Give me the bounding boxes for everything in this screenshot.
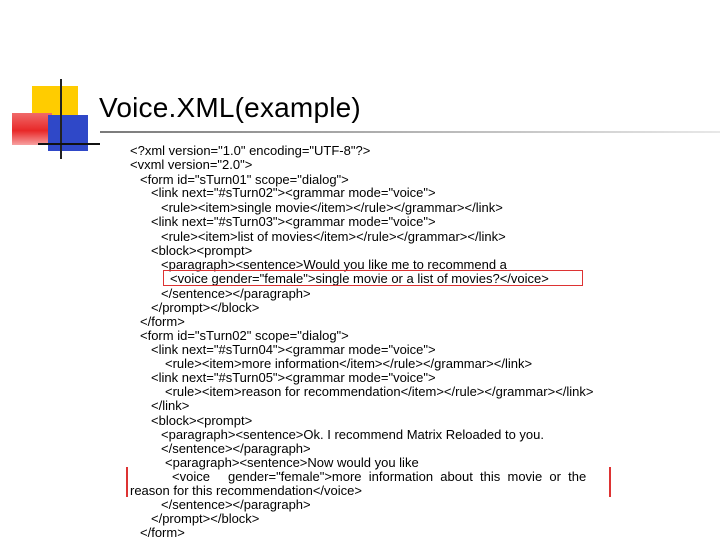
code-line: <form id="sTurn02" scope="dialog"> (140, 328, 349, 343)
code-line: </prompt></block> (151, 511, 260, 526)
code-line: </form> (140, 314, 185, 329)
code-line: </prompt></block> (151, 300, 260, 315)
code-line: <link next="#sTurn04"><grammar mode="voice"> (151, 342, 436, 357)
code-line: <vxml version="2.0"> (130, 157, 253, 172)
code-line: <paragraph><sentence>Would you like me to recommend a (161, 257, 507, 272)
code-line: <voice gender="female">more information about this movie or the (172, 469, 587, 484)
code-line: </sentence></paragraph> (161, 497, 311, 512)
decor-red-square (12, 113, 52, 145)
code-line: <paragraph><sentence>Ok. I recommend Matrix Reloaded to you. (161, 427, 544, 442)
code-line: <voice gender="female">single movie or a list of movies?</voice> (170, 271, 549, 286)
code-line: <link next="#sTurn02"><grammar mode="voice"> (151, 185, 436, 200)
code-line: <form id="sTurn01" scope="dialog"> (140, 172, 349, 187)
code-line: </link> (151, 398, 190, 413)
code-line: </sentence></paragraph> (161, 441, 311, 456)
highlight-bar-right (609, 467, 611, 497)
code-line: <paragraph><sentence>Now would you like (165, 455, 419, 470)
decor-vertical-line (60, 79, 62, 159)
code-line: <rule><item>list of movies</item></rule></grammar></link> (161, 229, 506, 244)
code-line: <block><prompt> (151, 413, 253, 428)
title-underline (100, 131, 720, 133)
highlight-box (163, 270, 583, 286)
code-line: <link next="#sTurn05"><grammar mode="voice"> (151, 370, 436, 385)
code-line: <rule><item>single movie</item></rule></grammar></link> (161, 200, 503, 215)
code-line: <link next="#sTurn03"><grammar mode="voice"> (151, 214, 436, 229)
code-line: reason for this recommendation</voice> (130, 483, 362, 498)
code-line: <rule><item>more information</item></rule></grammar></link> (165, 356, 533, 371)
decor-horizontal-line (38, 143, 100, 145)
code-line: <rule><item>reason for recommendation</item></rule></grammar></link> (165, 384, 594, 399)
code-line: </form> (140, 525, 185, 540)
code-line: <?xml version="1.0" encoding="UTF-8"?> (130, 143, 371, 158)
slide-title: Voice.XML(example) (99, 92, 361, 123)
highlight-bar-left (126, 467, 128, 497)
code-line: <block><prompt> (151, 243, 253, 258)
code-line: </sentence></paragraph> (161, 286, 311, 301)
decor-blue-square (48, 115, 88, 151)
